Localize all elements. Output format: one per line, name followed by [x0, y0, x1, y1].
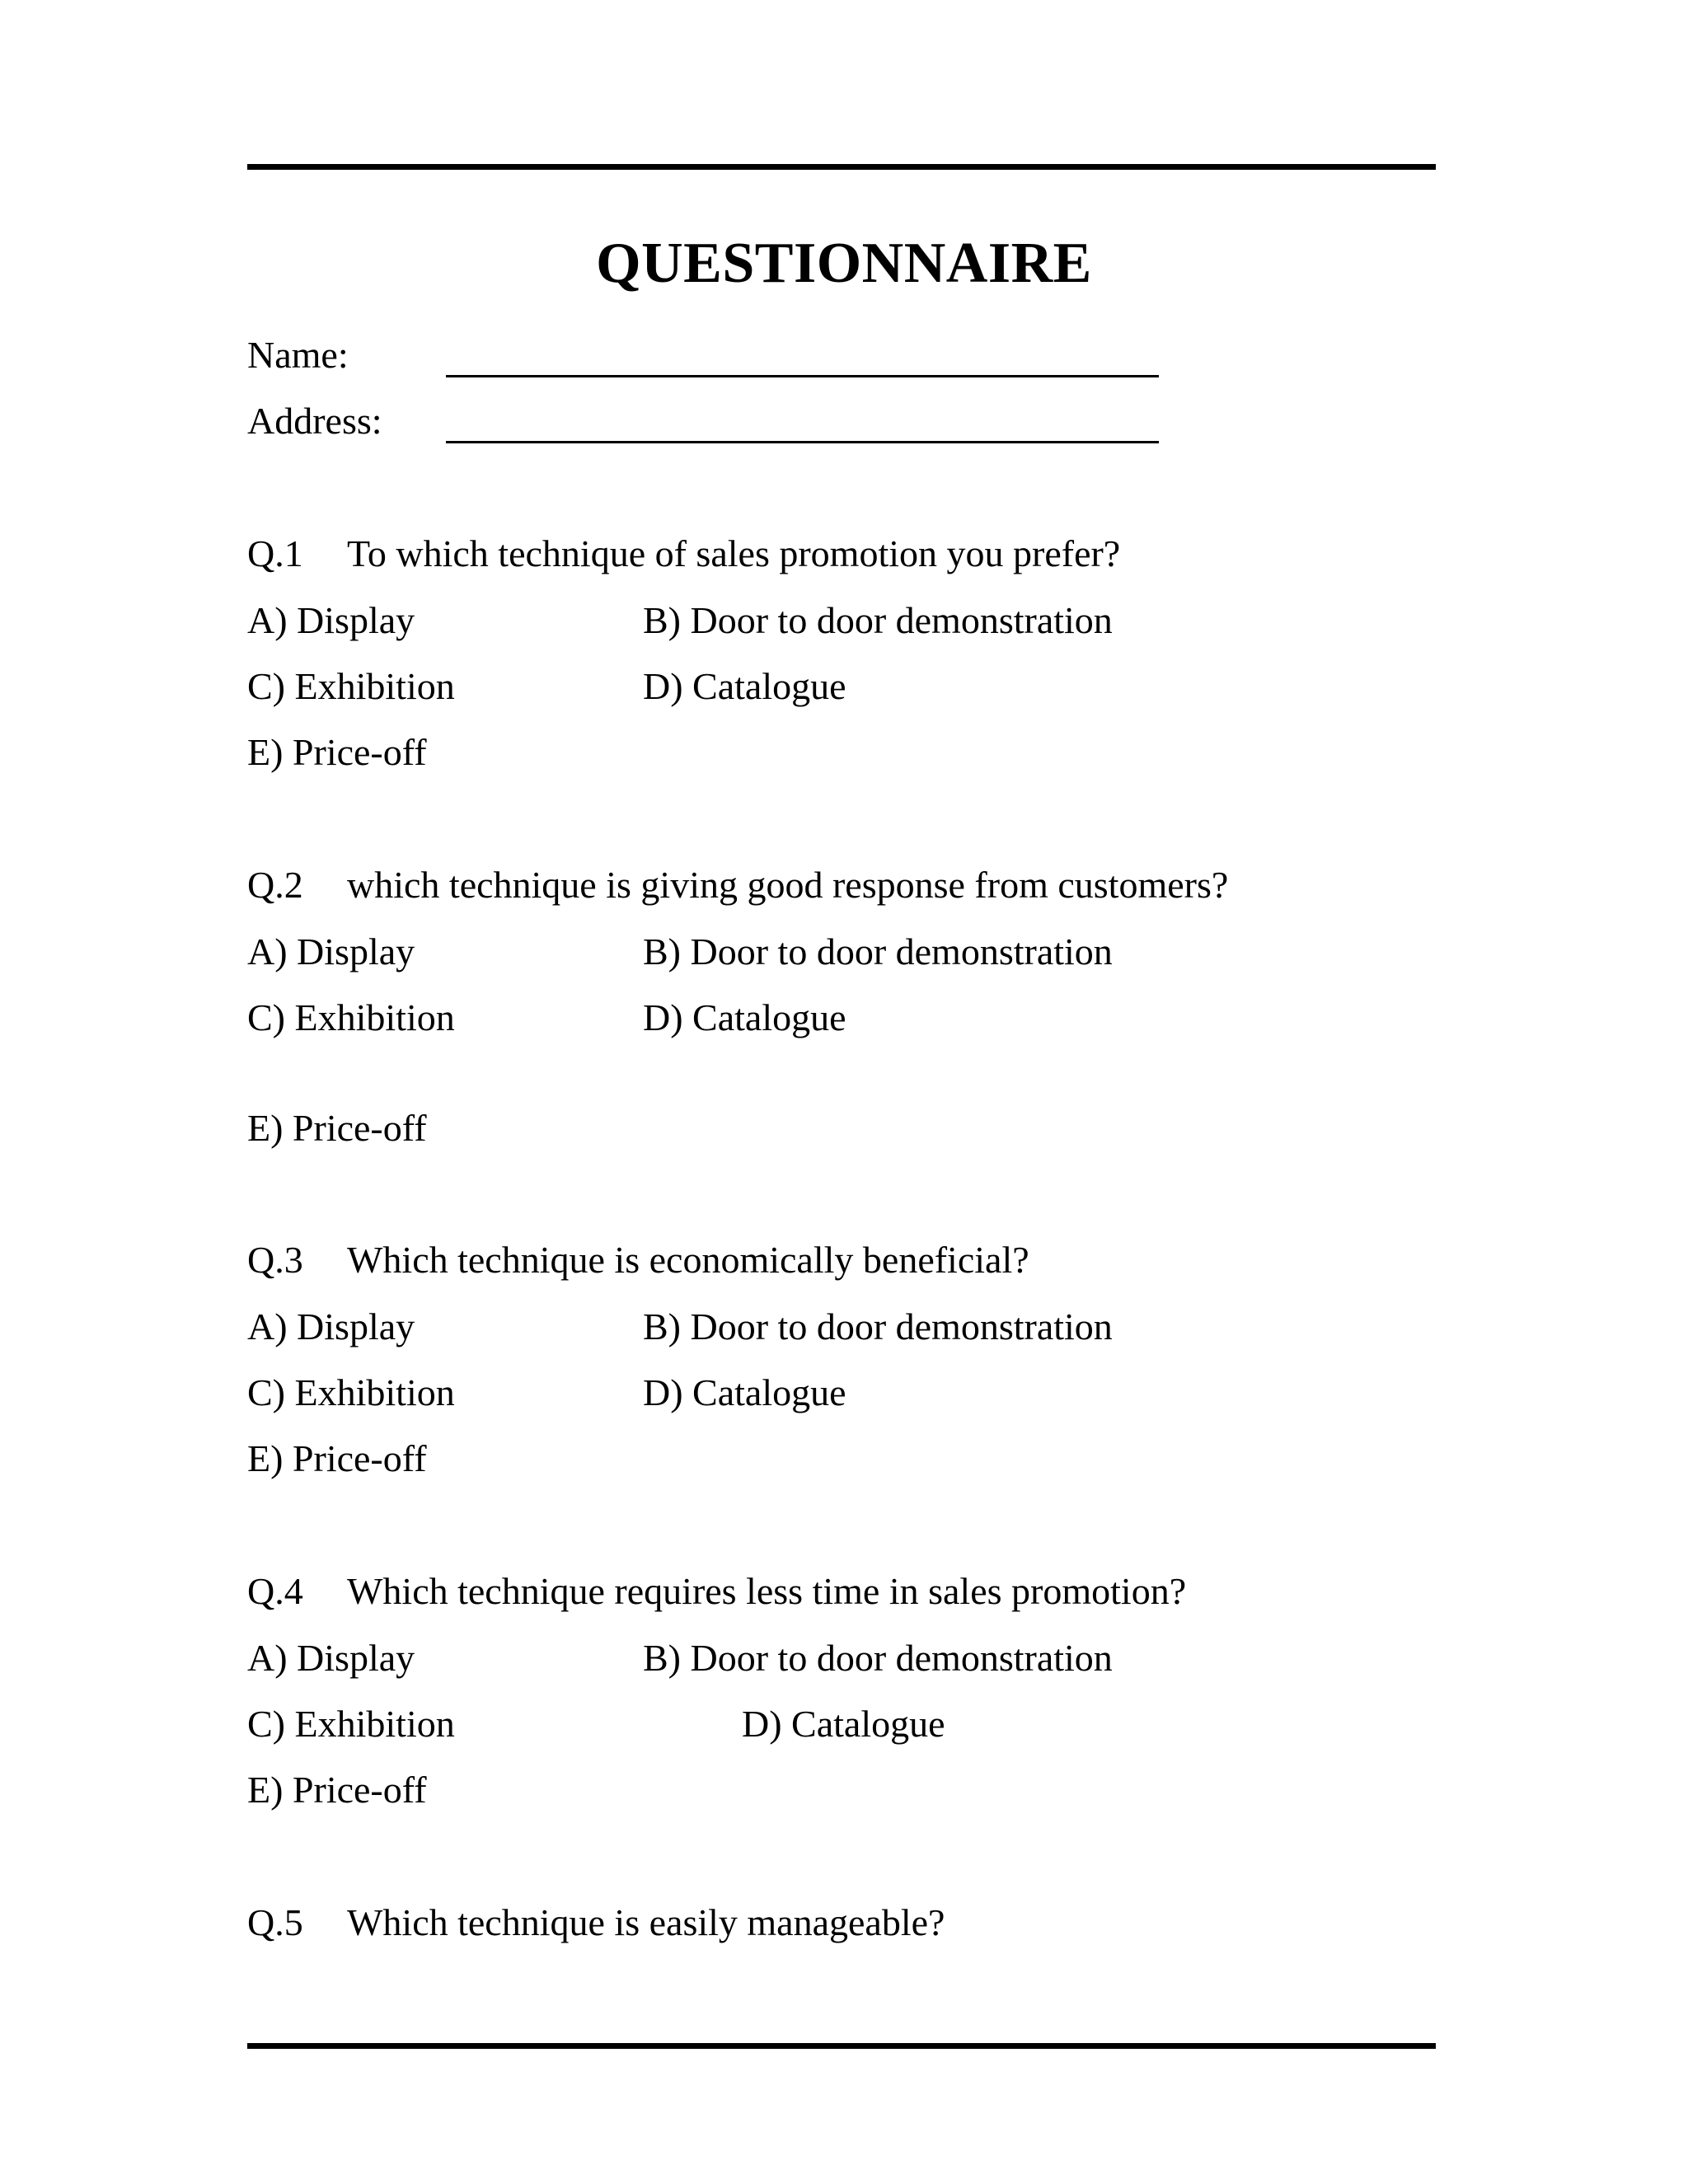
address-field[interactable]: [446, 441, 1159, 443]
name-field[interactable]: [446, 375, 1159, 377]
option-c[interactable]: C) Exhibition: [247, 996, 455, 1038]
question-text: Which technique requires less time in sales promotion?: [347, 1570, 1187, 1612]
option-d[interactable]: D) Catalogue: [643, 1371, 846, 1413]
option-d[interactable]: D) Catalogue: [742, 1703, 945, 1745]
option-e[interactable]: E) Price-off: [247, 731, 427, 773]
option-a[interactable]: A) Display: [247, 1305, 415, 1347]
option-b[interactable]: B) Door to door demonstration: [643, 599, 1113, 641]
option-a[interactable]: A) Display: [247, 930, 415, 972]
option-d[interactable]: D) Catalogue: [643, 665, 846, 707]
option-e[interactable]: E) Price-off: [247, 1107, 427, 1149]
top-divider: [247, 164, 1436, 170]
question-text: Which technique is economically beneficial?: [347, 1239, 1029, 1281]
option-e[interactable]: E) Price-off: [247, 1437, 427, 1479]
question-text: To which technique of sales promotion you prefer?: [347, 532, 1121, 574]
page-title: QUESTIONNAIRE: [596, 232, 1092, 295]
option-b[interactable]: B) Door to door demonstration: [643, 1305, 1113, 1347]
option-d[interactable]: D) Catalogue: [643, 996, 846, 1038]
option-a[interactable]: A) Display: [247, 599, 415, 641]
question-number: Q.5: [247, 1901, 303, 1943]
question-number: Q.3: [247, 1239, 303, 1281]
option-c[interactable]: C) Exhibition: [247, 1371, 455, 1413]
address-label: Address:: [247, 400, 382, 442]
question-number: Q.2: [247, 864, 303, 906]
bottom-divider: [247, 2043, 1436, 2049]
question-text: Which technique is easily manageable?: [347, 1901, 945, 1943]
question-number: Q.1: [247, 532, 303, 574]
option-c[interactable]: C) Exhibition: [247, 1703, 455, 1745]
option-b[interactable]: B) Door to door demonstration: [643, 1637, 1113, 1679]
question-text: which technique is giving good response from customers?: [347, 864, 1229, 906]
name-label: Name:: [247, 334, 349, 376]
option-a[interactable]: A) Display: [247, 1637, 415, 1679]
question-number: Q.4: [247, 1570, 303, 1612]
option-e[interactable]: E) Price-off: [247, 1769, 427, 1811]
option-b[interactable]: B) Door to door demonstration: [643, 930, 1113, 972]
option-c[interactable]: C) Exhibition: [247, 665, 455, 707]
